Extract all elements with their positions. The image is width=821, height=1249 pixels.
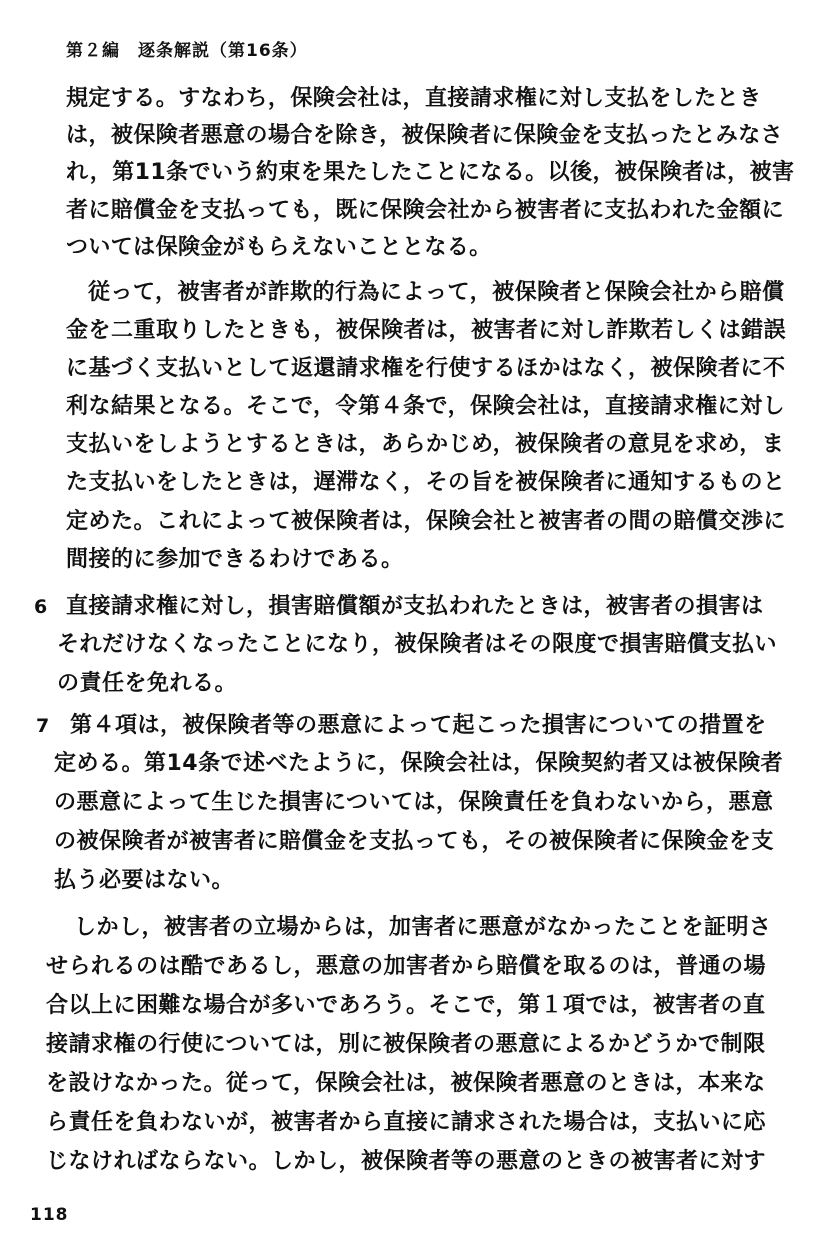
text-line: 従って，被害者が詐欺的行為によって，被保険者と保険会社から賠償 [88,280,785,305]
text-line: 支払いをしようとするときは，あらかじめ，被保険者の意見を求め，ま [66,432,785,457]
header-part: 第２編 [66,41,120,61]
text-line: れ，第11条でいう約束を果たしたことになる。以後，被保険者は，被害 [66,160,795,185]
text-line: ら責任を負わないが，被害者から直接に請求された場合は，支払いに応 [46,1110,767,1135]
text-line: 利な結果となる。そこで，令第４条で，保険会社は，直接請求権に対し [66,394,786,419]
text-line: 規定する。すなわち，保険会社は，直接請求権に対し支払をしたとき [66,86,762,111]
text-line: 直接請求権に対し，損害賠償額が支払われたときは，被害者の損害は [66,594,764,619]
paragraph-number: 6 [34,596,48,618]
paragraph-number: 7 [36,715,50,737]
text-line: 定める。第14条で述べたように，保険会社は，保険契約者又は被保険者 [54,751,784,776]
text-line: の被保険者が被害者に賠償金を支払っても，その被保険者に保険金を支 [54,829,775,854]
text-line: ついては保険金がもらえないこととなる。 [66,235,492,260]
text-line: じなければならない。しかし，被保険者等の悪意のときの被害者に対す [46,1149,767,1174]
text-line: 間接的に参加できるわけである。 [66,547,404,572]
text-line: の責任を免れる。 [57,671,238,696]
text-line: 金を二重取りしたときも，被保険者は，被害者に対し詐欺若しくは錯誤 [66,318,787,343]
text-line: せられるのは酷であるし，悪意の加害者から賠償を取るのは，普通の場 [46,954,767,979]
text-line: しかし，被害者の立場からは，加害者に悪意がなかったことを証明さ [74,915,772,940]
text-line: は，被保険者悪意の場合を除き，被保険者に保険金を支払ったとみなさ [66,123,784,148]
text-line: に基づく支払いとして返還請求権を行使するほかはなく，被保険者に不 [66,356,786,381]
text-line: を設けなかった。従って，保険会社は，被保険者悪意のときは，本来な [46,1071,766,1096]
text-line: た支払いをしたときは，遅滞なく，その旨を被保険者に通知するものと [66,470,786,495]
text-line: 者に賠償金を支払っても，既に保険会社から被害者に支払われた金額に [66,198,785,223]
text-line: の悪意によって生じた損害については，保険責任を負わないから，悪意 [54,790,774,815]
text-line: 合以上に困難な場合が多いであろう。そこで，第１項では，被害者の直 [46,993,766,1018]
header-section: 逐条解説（第16条） [138,41,308,61]
text-line: 第４項は，被保険者等の悪意によって起こった損害についての措置を [70,713,767,738]
text-line: それだけなくなったことになり，被保険者はその限度で損害賠償支払い [57,632,778,657]
text-line: 払う必要はない。 [54,868,235,893]
text-line: 定めた。これによって被保険者は，保険会社と被害者の間の賠償交渉に [66,509,787,534]
text-line: 接請求権の行使については，別に被保険者の悪意によるかどうかで制限 [46,1032,766,1057]
page-number: 118 [30,1205,69,1225]
running-header [66,36,308,61]
